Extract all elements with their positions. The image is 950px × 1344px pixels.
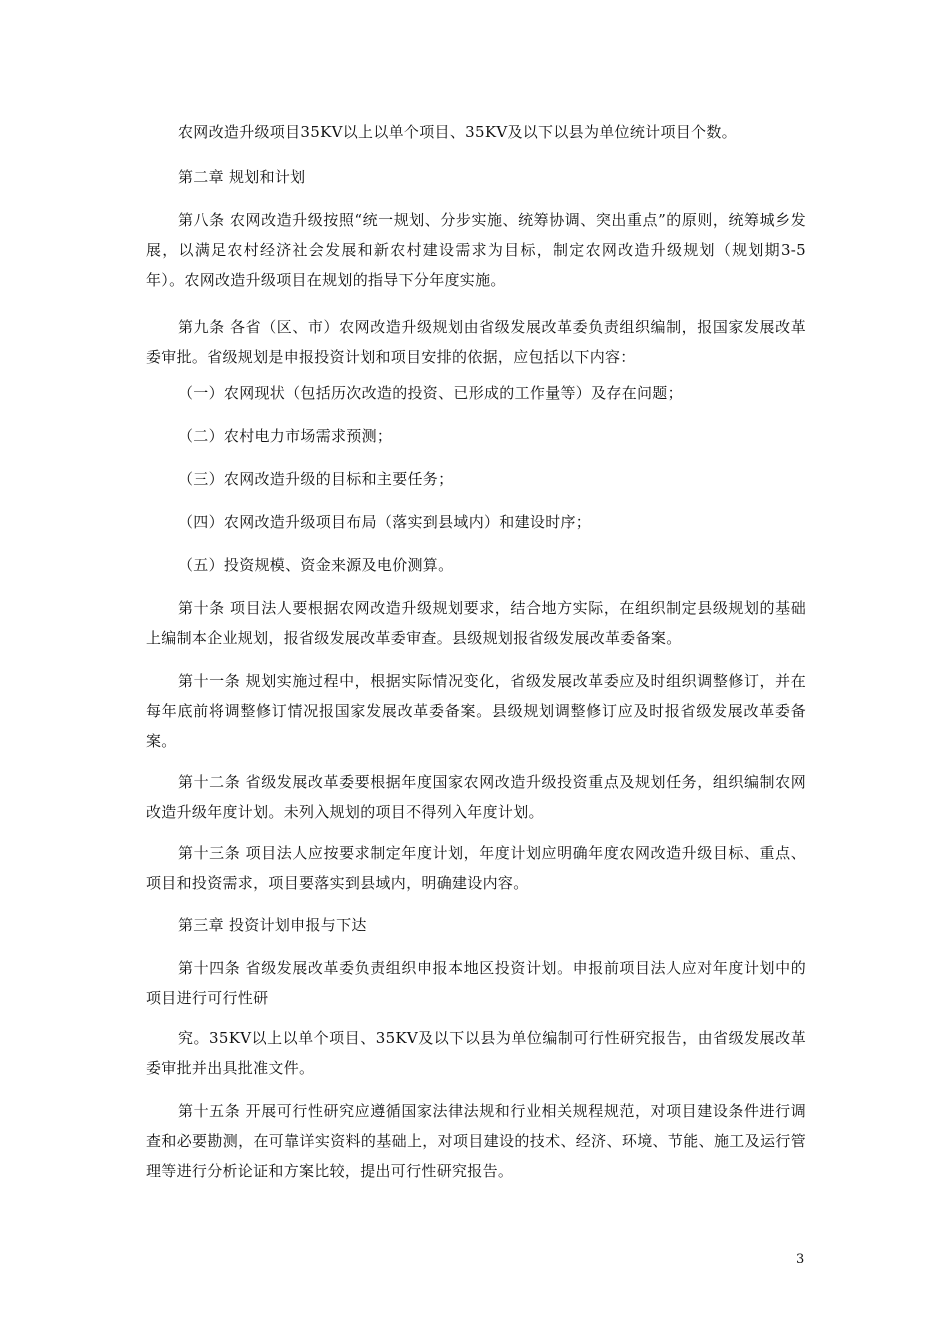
chapter-heading-3: 第三章 投资计划申报与下达 [178, 916, 367, 934]
article-11: 第十一条 规划实施过程中，根据实际情况变化，省级发展改革委应及时组织调整修订，并在每年底前将调整修订情况报国家发展改革委备案。县级规划调整修订应及时报省级发展改革委备案。 [146, 672, 806, 750]
article-10: 第十条 项目法人要根据农网改造升级规划要求，结合地方实际，在组织制定县级规划的基础上编制本企业规划，报省级发展改革委审查。县级规划报省级发展改革委备案。 [146, 599, 806, 647]
list-item-1: （一）农网现状（包括历次改造的投资、已形成的工作量等）及存在问题； [178, 384, 683, 402]
article-9: 第九条 各省（区、市）农网改造升级规划由省级发展改革委负责组织编制，报国家发展改革委审批。省级规划是申报投资计划和项目安排的依据，应包括以下内容： [146, 318, 806, 366]
list-item-5: （五）投资规模、资金来源及电价测算。 [178, 556, 454, 574]
list-item-4: （四）农网改造升级项目布局（落实到县域内）和建设时序； [178, 513, 592, 531]
article-14: 第十四条 省级发展改革委负责组织申报本地区投资计划。申报前项目法人应对年度计划中的项目进行可行性研 [146, 959, 806, 1007]
article-8: 第八条 农网改造升级按照“统一规划、分步实施、统筹协调、突出重点”的原则，统筹城乡发展，以满足农村经济社会发展和新农村建设需求为目标，制定农网改造升级规划（规划期3-5年）。农网改造升级项目在规划的指导下分年度实施。 [146, 211, 806, 289]
paragraph-project-count: 农网改造升级项目35KV以上以单个项目、35KV及以下以县为单位统计项目个数。 [178, 123, 737, 141]
page-number: 3 [796, 1252, 805, 1267]
article-14-continued: 究。35KV以上以单个项目、35KV及以下以县为单位编制可行性研究报告，由省级发展改革委审批并出具批准文件。 [146, 1029, 806, 1077]
article-13: 第十三条 项目法人应按要求制定年度计划，年度计划应明确年度农网改造升级目标、重点、项目和投资需求，项目要落实到县域内，明确建设内容。 [146, 844, 806, 892]
list-item-2: （二）农村电力市场需求预测； [178, 427, 393, 445]
list-item-3: （三）农网改造升级的目标和主要任务； [178, 470, 454, 488]
chapter-heading-2: 第二章 规划和计划 [178, 168, 306, 186]
article-12: 第十二条 省级发展改革委要根据年度国家农网改造升级投资重点及规划任务，组织编制农网改造升级年度计划。未列入规划的项目不得列入年度计划。 [146, 773, 806, 821]
article-15: 第十五条 开展可行性研究应遵循国家法律法规和行业相关规程规范，对项目建设条件进行调查和必要勘测，在可靠详实资料的基础上，对项目建设的技术、经济、环境、节能、施工及运行管理等进行分析论证和方案比较，提出可行性研究报告。 [146, 1102, 806, 1180]
